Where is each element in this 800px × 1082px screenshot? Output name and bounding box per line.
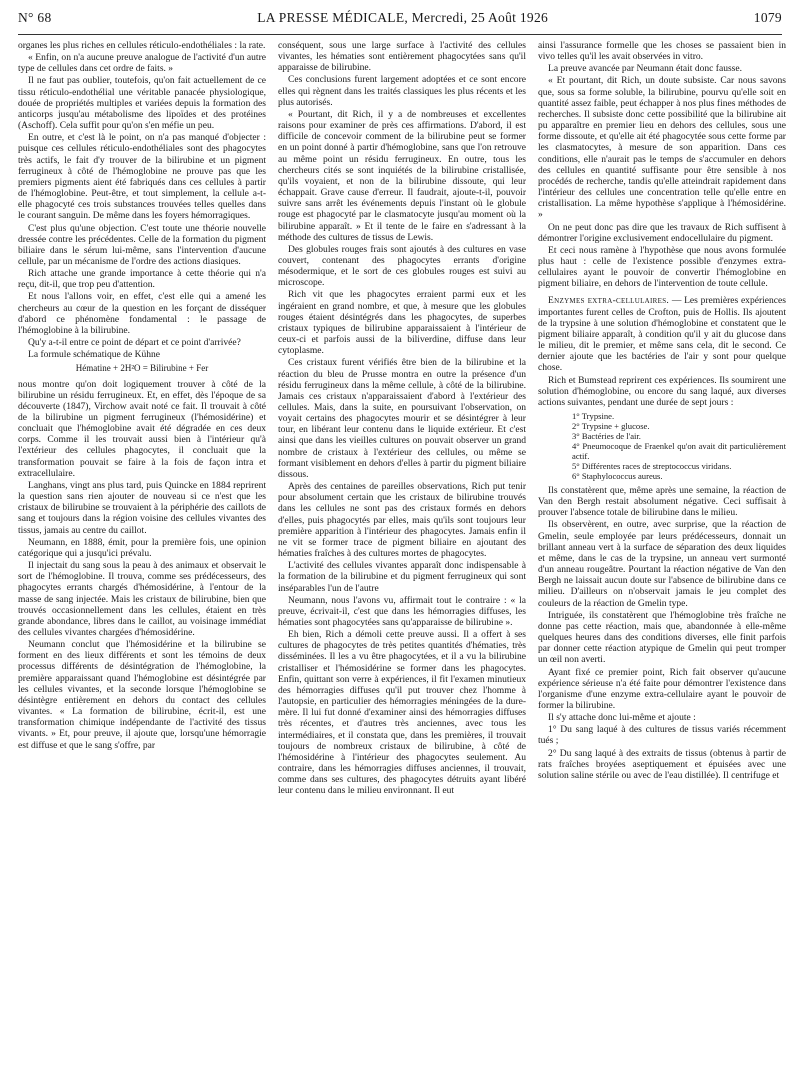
paragraph: Et ceci nous ramène à l'hypothèse que nous avons formulée plus haut : celle de l'existence possible d'enzymes extra-cellulaires ayant le pouvoir de convertir l'hémoglobine en pigment biliaire, en dehors de l'intervention de toute cellule. xyxy=(538,244,786,290)
experiment-list xyxy=(572,411,786,481)
column-3 xyxy=(538,40,786,1078)
paragraph: Qu'y a-t-il entre ce point de départ et ce point d'arrivée? xyxy=(28,337,241,349)
list-item: 5° Différentes races de streptococcus viridans. xyxy=(572,461,732,471)
paragraph: Ils constatèrent que, même après une semaine, la réaction de Van den Bergh restait absolument négative. Ceci suffisait à prouver l'absence totale de bilirubine dans le milieu. xyxy=(538,485,786,519)
paragraph: Il s'y attache donc lui-même et ajoute : xyxy=(548,712,696,724)
kuhne-formula: Hématine + 2H²O = Bilirubine + Fer xyxy=(75,363,209,374)
page-number: 1079 xyxy=(753,10,782,25)
column-2 xyxy=(278,40,526,1078)
paragraph: 2° Du sang laqué à des extraits de tissus (obtenus à partir de rats fraîches broyées aseptiquement et épuisées avec une solution saline stérile ou avec de l'eau distillée). Il centrifuge et xyxy=(538,747,786,781)
page-header xyxy=(18,2,782,35)
paragraph: Ces conclusions furent largement adoptées et ce sont encore elles qui règnent dans les traités classiques les plus récents et les plus autorisés. xyxy=(278,74,526,108)
paragraph xyxy=(538,295,786,373)
paragraph: Ayant fixé ce premier point, Rich fait observer qu'aucune expérience sérieuse n'a été faite pour démontrer l'existence dans l'organisme d'une enzyme extra-cellulaire ayant le pouvoir de former la bilirubine. xyxy=(538,666,786,711)
paragraph: Rich vit que les phagocytes erraient parmi eux et les ingéraient en grand nombre, et que, à mesure que les globules rouges étaient désintégrés dans les phagocytes, de superbes cristaux typiques de bilirubine apparaissaient à l'intérieur de ceux-ci et parfois aussi de la biliverdine, diffuse dans leur cytoplasme. xyxy=(278,289,526,357)
paragraph: Neumann, en 1888, émit, pour la première fois, une opinion catégorique qui a jusqu'ici prévalu. xyxy=(18,536,266,559)
paragraph: La formule schématique de Kühne xyxy=(28,349,161,361)
paragraph: 1° Du sang laqué à des cultures de tissus variés récemment tués ; xyxy=(538,724,786,747)
paragraph: Neumann, nous l'avons vu, affirmait tout le contraire : « la preuve, écrivait-il, c'est que dans les hémorragies diffuses, les hématies sont phagocytées sans qu'apparaisse de bilirubine ». xyxy=(278,594,526,628)
paragraph: La preuve avancée par Neumann était donc fausse. xyxy=(548,63,743,75)
paragraph: Eh bien, Rich a démoli cette preuve aussi. Il a offert à ses cultures de phagocytes de très petites quantités d'hématies, très disséminées. Il les a vu être phagocytées, et il a vu la bilirubine cristalliser et l'hémosidérine se former dans les phagocytes. Enfin, quittant son verre à expériences, il fit l'examen minutieux des hémorragies diffuses qu'il put trouver chez l'homme à l'autopsie, en particulier des hémorragies méningées de la dure-mère. Il lui fut donné d'examiner ainsi des hémorragies diffuses très récentes, et d'autres très anciennes, avec tous les intermédiaires, et il constata que, dans les premières, il trouvait toujours de nombreux cristaux de bilirubine, à côté de l'hémosidérine à l'intérieur des phagocytes seulement. Au contraire, dans les hémorragies diffuses anciennes, il trouvait, comme dans ses cultures, des phagocytes détruits ayant libéré leur contenu dans le milieu environnant. Il eut xyxy=(278,629,526,797)
paragraph: Il injectait du sang sous la peau à des animaux et observait le sort de l'hémoglobine. Il trouva, comme ses prédécesseurs, des phagocytes errants chargés d'hémosidérine, à l'entour de la masse de sang injectée. Mais les cristaux de bilirubine, bien que trouvés occasionnellement dans les cellules, étaient en très grande abondance, libres dans le caillot, au voisinage immédiat des cellules vivantes chargées d'hémosidérine. xyxy=(18,560,266,638)
paragraph: L'activité des cellules vivantes apparaît donc indispensable à la formation de la bilirubine et du pigment ferrugineux qui sont inséparables l'un de l'autre xyxy=(278,560,526,594)
list-item: 1° Trypsine. xyxy=(572,411,615,421)
paragraph: Intriguée, ils constatèrent que l'hémoglobine très fraîche ne donne pas cette réaction, mais que, abandonnée à elle-même quelques heures dans des conditions diverses, elle finit parfois par donner cette réaction atypique de Gmelin qui peut tromper un œil non averti. xyxy=(538,609,786,666)
paragraph: Après des centaines de pareilles observations, Rich put tenir pour absolument certain que les cristaux de bilirubine trouvés dans les cellules ne sont pas des cristaux formés en dehors d'elles, puis phagocytés par elles, mais qu'ils sont toujours leur première apparition à l'intérieur des phagocytes. Jamais enfin il ne vit se former trace de pigment biliaire en ajoutant des hématies fraîches à des cultures mortes de phagocytes. xyxy=(278,481,526,560)
paragraph: « Pourtant, dit Rich, il y a de nombreuses et excellentes raisons pour examiner de près ces affirmations. D'abord, il est difficile de concevoir comment de la bilirubine peut se former en un point donné à partir d'hémoglobine, sans que l'on retrouve au même point un résidu ferrugineux. En outre, tous les chercheurs cités se sont inquiétés de la bilirubine cristallisée, qu'ils voyaient, et non de la bilirubine dissoute, qui leur échappait. Grave cause d'erreur. Il faudrait, ajoute-t-il, pouvoir suivre sans arrêt les événements depuis l'instant où le globule rouge est phagocyté par le clasmatocyte jusqu'au moment où la bilirubine apparaît. » Et il tente de le faire en s'adressant à la méthode des cultures de tissus de Lewis. xyxy=(278,108,526,243)
column-1 xyxy=(18,40,266,1078)
article-body xyxy=(18,40,786,1078)
paragraph: ainsi l'assurance formelle que les choses se passaient bien in vivo telles qu'il les avait observées in vitro. xyxy=(538,40,786,63)
journal-title: LA PRESSE MÉDICALE, Mercredi, 25 Août 1926 xyxy=(257,10,549,25)
section-heading: Enzymes extra-cellulaires. xyxy=(548,295,670,307)
list-item: 4° Pneumocoque de Fraenkel qu'on avait dit particulièrement actif. xyxy=(572,441,786,461)
paragraph: nous montre qu'on doit logiquement trouver à côté de la bilirubine un résidu ferrugineux. Et, en effet, dès l'époque de sa découverte (1847), Virchow avait noté ce fait. Il trouvait à côté de la bilirubine un pigment ferrugineux (l'hémosidérine) et concluait que l'hémoglobine avait été dégradée en ces deux corps. Comme il les trouvait aussi bien à l'intérieur qu'à l'extérieur des cellules phagocytes, il concluait que la transformation pouvait se faire à la fois de façon intra et extracellulaire. xyxy=(18,378,266,479)
paragraph: Des globules rouges frais sont ajoutés à des cultures en vase couvert, contenant des phagocytes errants d'origine mésodermique, et le sort de ces globules rouges est suivi au microscope. xyxy=(278,243,526,289)
paragraph: En outre, et c'est là le point, on n'a pas manqué d'objecter : puisque ces cellules réticulo-endothéliales sont des phagocytes très actifs, le fait d'y trouver de la bilirubine et un pigment ferrugineux à côté de l'hémoglobine ne prouve pas que les premiers pigments aient été fabriqués dans ces cellules à partir de l'hémoglobine. Peut-être, et tout simplement, la cellule a-t-elle phagocyté ces trois substances trouvées telles quelles dans le courant sanguin. De même dans les foyers hémorragiques. xyxy=(18,132,266,222)
paragraph: On ne peut donc pas dire que les travaux de Rich suffisent à démontrer l'origine exclusivement endocellulaire du pigment. xyxy=(538,221,786,244)
paragraph: Rich attache une grande importance à cette théorie qui n'a reçu, dit-il, que trop peu d'attention. xyxy=(18,268,266,291)
list-item: 2° Trypsine + glucose. xyxy=(572,421,650,431)
paragraph: conséquent, sous une large surface à l'activité des cellules vivantes, les hématies sont entièrement phagocytées sans qu'il apparaisse de bilirubine. xyxy=(278,40,526,74)
paragraph: « Enfin, on n'a aucune preuve analogue de l'activité d'un autre type de cellules dans cet ordre de faits. » xyxy=(18,52,266,75)
paragraph: Ces cristaux furent vérifiés être bien de la bilirubine et la réaction du bleu de Prusse montra en outre la présence d'un résidu ferrugineux dans la même cellule, à côté de la bilirubine. Jamais ces cristaux n'apparaissaient d'abord à l'extérieur des cellules. Mais, dans la suite, en poursuivant l'observation, on voyait certains des phagocytes mourir et se désintégrer à leur tour, en libérant leur contenu dans le liquide extérieur. Et c'est ainsi que dans les vieilles cultures on pouvait observer un grand nombre de cristaux à l'extérieur des cellules, ou même se formant visiblement en dehors d'elles à partir du pigment biliaire dissous. xyxy=(278,357,526,480)
paragraph: « Et pourtant, dit Rich, un doute subsiste. Car nous savons que, sous sa forme soluble, la bilirubine, pourvu qu'elle soit en quantité assez faible, peut échapper à nos plus fines méthodes de recherches. Il subsiste donc cette possibilité que la bilirubine ait pu apparaître en premier lieu en dehors des cellules, sous une forme dissoute, et qu'elle ait été phagocytée sous cette forme par les clasmatocytes, à mesure de son apparition. Dans ces conditions, elle n'aurait pas le temps de s'accumuler en dehors des cellules en quantité suffisante pour être sensible à nos procédés de recherche, tandis qu'elle atteindrait rapidement dans l'intérieur des cellules une concentration telle qu'elle entre en cristallisation. La même hypothèse s'applique à l'hémosidérine. » xyxy=(538,75,786,221)
list-item: 6° Staphylococcus aureus. xyxy=(572,471,663,481)
paragraph: Et nous l'allons voir, en effet, c'est elle qui a amené les chercheurs au cœur de la question en les forçant de disséquer d'abord ce phénomène fondamental : le passage de l'hémoglobine à la bilirubine. xyxy=(18,291,266,336)
paragraph: Il ne faut pas oublier, toutefois, qu'on fait actuellement de ce tissu réticulo-endothélial une véritable panacée physiologique, douée de propriétés multiples et variées depuis la formation des anticorps jusqu'au métabolisme des lipoïdes et des protéines (Aschoff). Cela suffit pour qu'on s'en méfie un peu. xyxy=(18,75,266,132)
paragraph: organes les plus riches en cellules réticulo-endothéliales : la rate. xyxy=(18,40,266,51)
section-text: — Les premières expériences importantes furent celles de Crofton, puis de Hollis. Ils ajoutent de la trypsine à une solution d'hémoglobine et constatent que le pigment biliaire apparaît, à condition qu'il y ait du glucose dans le milieu, dit le premier, et même sans cela, dit le second. Ce dernier ajoute que les bactéries de l'air y sont pour quelque chose. xyxy=(538,295,786,374)
list-item: 3° Bactéries de l'air. xyxy=(572,431,641,441)
paragraph: Ils observèrent, en outre, avec surprise, que la réaction de Gmelin, seule employée par leurs prédécesseurs, donnait un brillant anneau vert à la surface de séparation des deux liquides et même, dans le cas de la trypsine, un anneau vert surmonté d'un anneau rougeâtre. Pourtant la réaction négative de Van den Bergh ne laissait aucun doute sur l'absence de bilirubine dans ce milieu. D'ailleurs on n'observait jamais le jeu complet des couleurs de la réaction de Gmelin type. xyxy=(538,519,786,609)
issue-number: N° 68 xyxy=(18,10,52,25)
paragraph: C'est plus qu'une objection. C'est toute une théorie nouvelle dressée contre les précédentes. Celle de la formation du pigment biliaire dans le sérum lui-même, sans l'intervention d'aucune cellule, par un mécanisme de l'ordre des actions diasiques. xyxy=(18,222,266,267)
paragraph: Neumann conclut que l'hémosidérine et la bilirubine se forment en des lieux différents et sont les témoins de deux processus différents de désintégration de l'hémoglobine, la première apparaissant quand l'hémoglobine est désintégrée par les cellules vivantes, et la seconde lorsque l'hémoglobine se désintègre entièrement en dehors du contact des cellules vivantes. « La formation de bilirubine, écrit-il, est une transformation chimique indépendante de l'activité des tissus vivants. » Et, pour preuve, il ajoute que, lorsqu'une hémorragie est diffuse et que le sang s'offre, par xyxy=(18,639,266,751)
paragraph: Rich et Bumstead reprirent ces expériences. Ils soumirent une solution d'hémoglobine, ou encore du sang laqué, aux diverses actions suivantes, pendant une durée de sept jours : xyxy=(538,374,786,408)
paragraph: Langhans, vingt ans plus tard, puis Quincke en 1884 reprirent la question sans rien ajouter de nouveau si ce n'est que les cristaux de bilirubine se trouvaient à la périphérie des caillots de sang et toujours dans la région voisine des cellules vivantes des tissus, jamais au centre du caillot. xyxy=(18,479,266,536)
